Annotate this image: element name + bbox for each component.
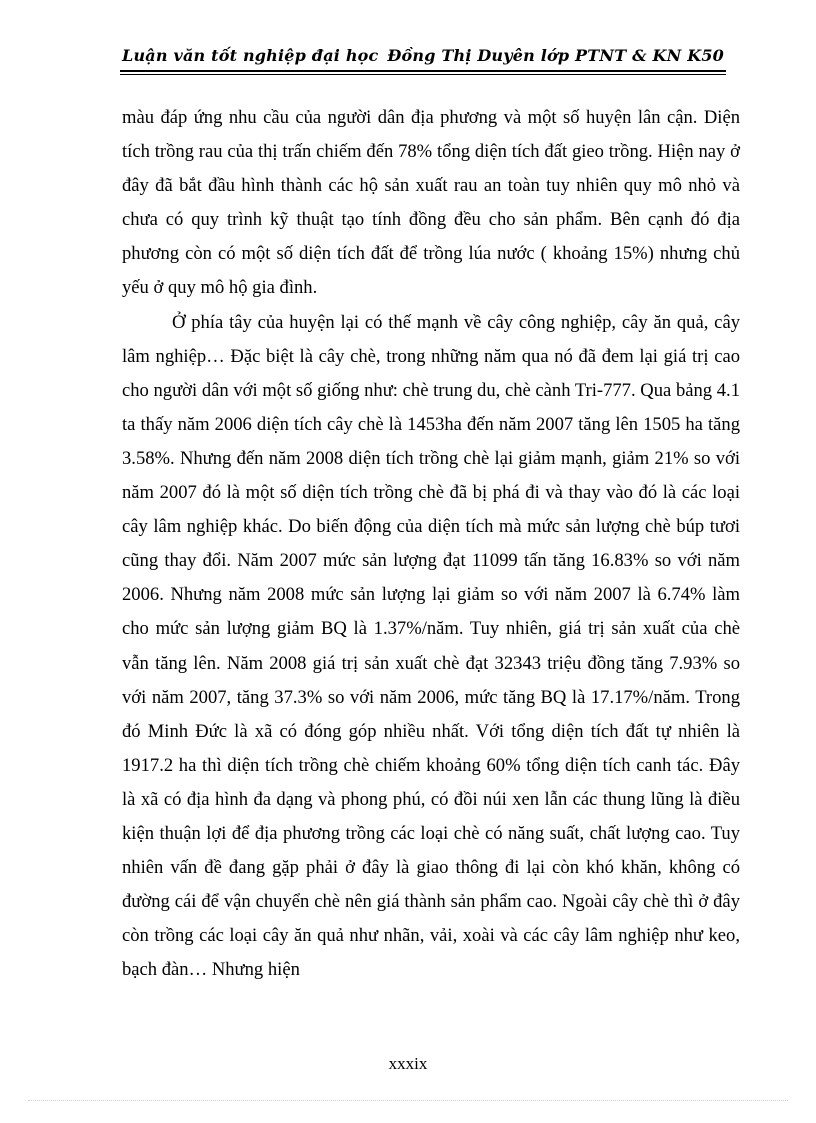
header-thesis-title: Luận văn tốt nghiệp đại học xyxy=(122,46,379,65)
header-rule-thick xyxy=(120,70,726,72)
page-header xyxy=(120,46,726,72)
page-number: xxxix xyxy=(388,1054,428,1073)
paragraph-west-region: Ở phía tây của huyện lại có thế mạnh về cây công nghiệp, cây ăn quả, cây lâm nghiệp… Đặc biệt là cây chè, trong những năm qua nó đã đem lại giá trị cao cho người dân với một số giống như: chè trung du, chè cành Tri-777. Qua bảng 4.1 ta thấy năm 2006 diện tích cây chè là 1453ha đến năm 2007 tăng lên 1505 ha tăng 3.58%. Nhưng đến năm 2008 diện tích trồng chè lại giảm mạnh, giảm 21% so với năm 2007 đó là một số diện tích trồng chè đã bị phá đi và thay vào đó là các loại cây lâm nghiệp khác. Do biến động của diện tích mà mức sản lượng chè búp tươi cũng thay đổi. Năm 2007 mức sản lượng đạt 11099 tấn tăng 16.83% so với năm 2006. Nhưng năm 2008 mức sản lượng lại giảm so với năm 2007 là 6.74% làm cho mức sản lượng giảm BQ là 1.37%/năm. Tuy nhiên, giá trị sản xuất của chè vẫn tăng lên. Năm 2008 giá trị sản xuất chè đạt 32343 triệu đồng tăng 7.93% so với năm 2007, tăng 37.3% so với năm 2006, mức tăng BQ là 17.17%/năm. Trong đó Minh Đức là xã có đóng góp nhiều nhất. Với tổng diện tích đất tự nhiên là 1917.2 ha thì diện tích trồng chè chiếm khoảng 60% tổng diện tích canh tác. Đây là xã có địa hình đa dạng và phong phú, có đồi núi xen lẫn các thung lũng là điều kiện thuận lợi để địa phương trồng các loại chè có năng suất, chất lượng cao. Tuy nhiên vấn đề đang gặp phải ở đây là giao thông đi lại còn khó khăn, không có đường cái để vận chuyển chè nên giá thành sản phẩm cao. Ngoài cây chè thì ở đây còn trồng các loại cây ăn quả như nhãn, vải, xoài và các cây lâm nghiệp như keo, bạch đàn… Nhưng hiện xyxy=(122,311,740,981)
header-author-class: Đồng Thị Duyên lớp PTNT & KN K50 xyxy=(387,46,724,65)
header-rule-thin xyxy=(120,74,726,75)
body-text xyxy=(122,101,740,987)
paragraph-continued: màu đáp ứng nhu cầu của người dân địa phương và một số huyện lân cận. Diện tích trồng rau của thị trấn chiếm đến 78% tổng diện tích đất gieo trồng. Hiện nay ở đây đã bắt đầu hình thành các hộ sản xuất rau an toàn tuy nhiên quy mô nhỏ và chưa có quy trình kỹ thuật tạo tính đồng đều cho sản phẩm. Bên cạnh đó địa phương còn có một số diện tích đất để trồng lúa nước ( khoảng 15%) nhưng chủ yếu ở quy mô hộ gia đình. xyxy=(122,107,740,299)
footer-dotted-line xyxy=(28,1100,788,1101)
